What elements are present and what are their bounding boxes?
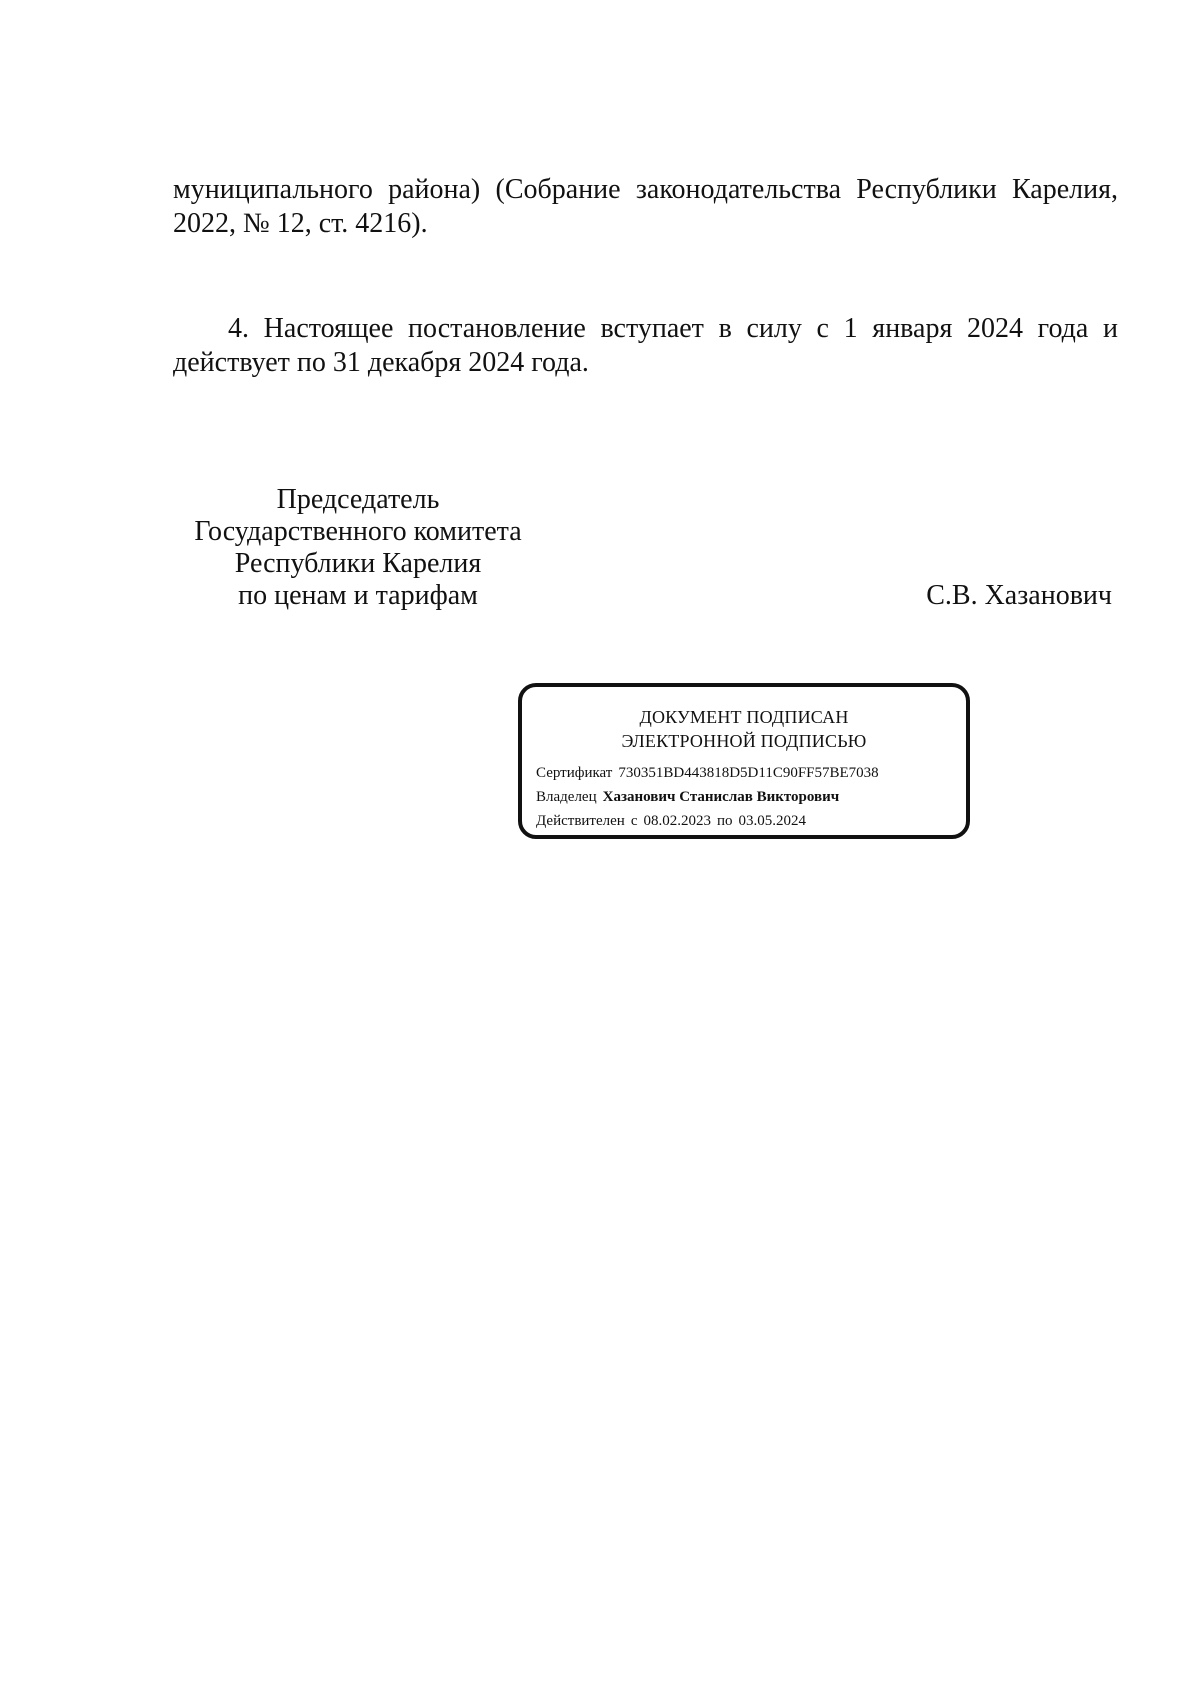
stamp-title-line: ДОКУМЕНТ ПОДПИСАН	[639, 707, 849, 727]
valid-to-prefix: по	[716, 813, 733, 829]
paragraph-source-citation: муниципального района) (Собрание законодательства Республики Карелия, 2022, № 12, ст. 4216).	[173, 174, 1118, 239]
stamp-title-line: ЭЛЕКТРОННОЙ ПОДПИСЬЮ	[621, 731, 867, 751]
stamp-owner	[536, 785, 952, 809]
valid-to-date: 03.05.2024	[738, 813, 807, 829]
valid-from-prefix: с	[630, 813, 638, 829]
certificate-label: Сертификат	[536, 765, 613, 781]
stamp-certificate	[536, 761, 952, 785]
stamp-validity	[536, 809, 952, 833]
certificate-value: 730351BD443818D5D11C90FF57BE7038	[618, 765, 879, 781]
electronic-signature-stamp	[518, 683, 970, 839]
signatory-name: С.В. Хазанович	[926, 580, 1112, 611]
position-line: по ценам и тарифам	[238, 580, 478, 611]
owner-label: Владелец	[536, 789, 597, 805]
position-line: Председатель	[276, 484, 440, 515]
valid-from-date: 08.02.2023	[643, 813, 711, 829]
position-line: Государственного комитета	[194, 516, 522, 547]
paragraph-effective-date: 4. Настоящее постановление вступает в силу с 1 января 2024 года и действует по 31 декабря 2024 года.	[173, 313, 1118, 378]
position-line: Республики Карелия	[234, 548, 482, 579]
valid-label: Действителен	[536, 813, 625, 829]
owner-value: Хазанович Станислав Викторович	[602, 789, 840, 805]
signatory-position	[173, 484, 543, 612]
